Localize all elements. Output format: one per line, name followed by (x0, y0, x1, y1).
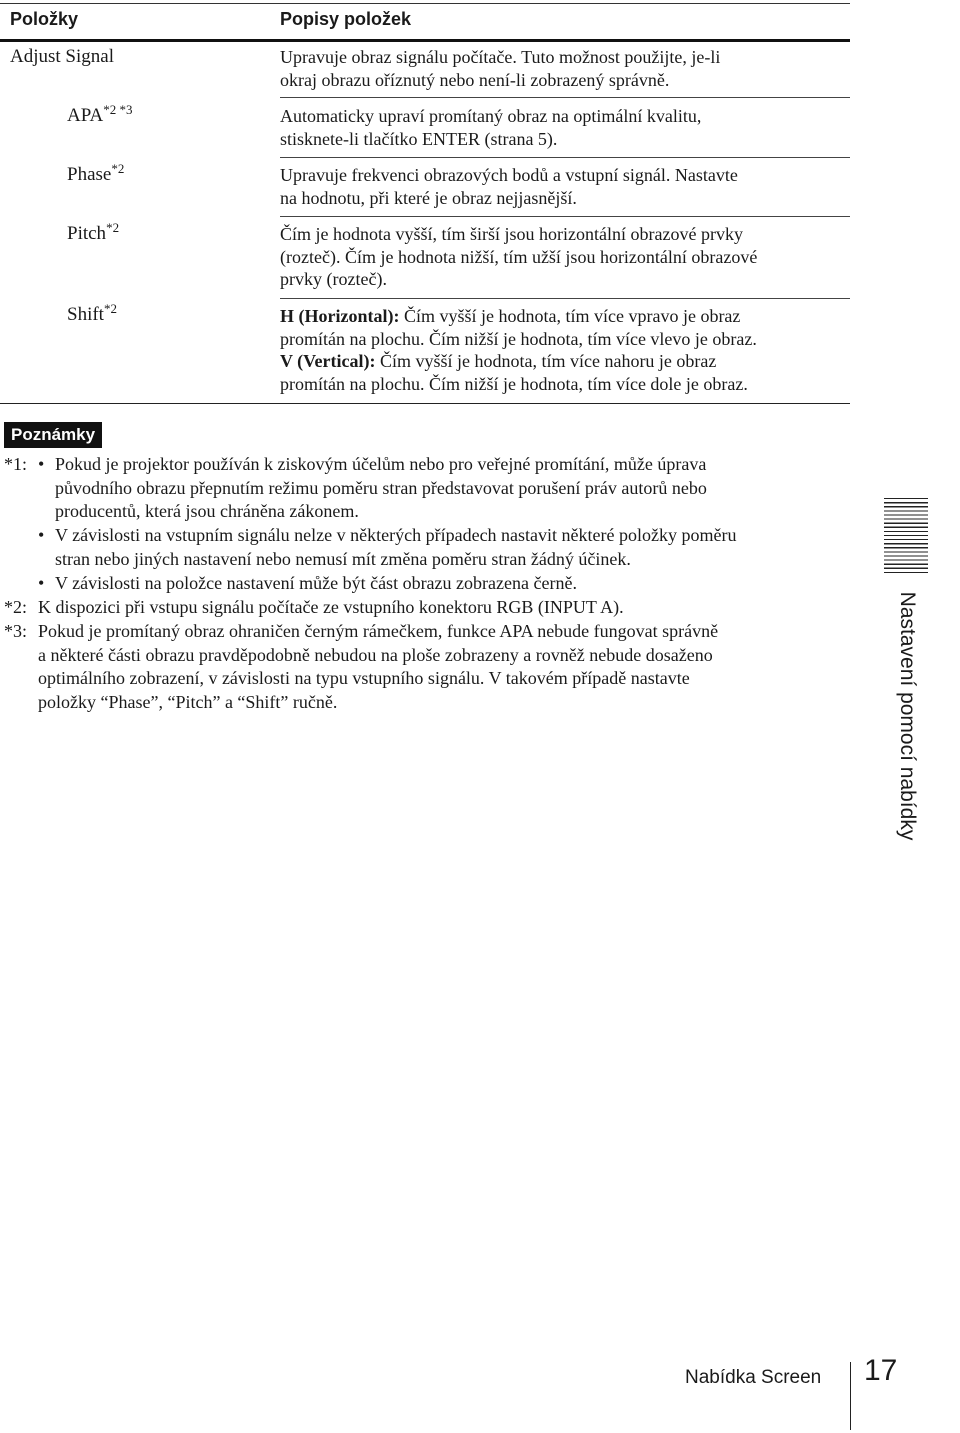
footer-divider (850, 1362, 851, 1430)
item-name: Shift (67, 304, 104, 325)
desc-line (280, 350, 850, 373)
header-rule (0, 39, 850, 42)
desc-line: prvky (rozteč). (280, 269, 387, 289)
item-name: Pitch (67, 223, 107, 244)
desc-text: Čím vyšší je hodnota, tím více vpravo je obraz (399, 306, 741, 326)
item-name: Adjust Signal (10, 46, 114, 67)
desc-line: Čím je hodnota vyšší, tím širší jsou horizontální obrazové prvky (280, 224, 743, 244)
top-rule (0, 3, 850, 4)
row-divider (280, 157, 850, 158)
desc-text: Čím vyšší je hodnota, tím více nahoru je obraz (375, 351, 717, 371)
column-header-items: Položky (10, 9, 79, 29)
note-line: a některé části obrazu pravděpodobně nebudou na ploše zobrazeny a rovněž nebude dosaženo (38, 644, 713, 665)
section-side-tab: Nastavení pomocí nabídky (896, 591, 919, 841)
note-line: Pokud je promítaný obraz ohraničen černým rámečkem, funkce APA nebude fungovat správně (38, 621, 719, 641)
desc-line: Automaticky upraví promítaný obraz na optimální kvalitu, (280, 106, 702, 126)
note-line: K dispozici při vstupu signálu počítače ze vstupního konektoru RGB (INPUT A). (38, 597, 624, 617)
horizontal-label: H (Horizontal): (280, 306, 400, 326)
note-mark: *1: (4, 454, 28, 474)
bullet-icon: • (38, 525, 45, 545)
note-line: stran nebo jiných nastavení nebo nemusí mít změna poměru stran žádný účinek. (55, 548, 631, 569)
footer-section-label: Nabídka Screen (685, 1367, 822, 1388)
desc-pitch (280, 223, 850, 291)
note-mark: *3: (4, 621, 28, 641)
footnote-ref: *2 (103, 301, 117, 316)
row-divider (280, 97, 850, 98)
desc-line: promítán na plochu. Čím nižší je hodnota, tím více vlevo je obraz. (280, 328, 757, 349)
desc-line: Upravuje obraz signálu počítače. Tuto možnost použijte, je-li (280, 47, 721, 67)
page-number: 17 (864, 1354, 898, 1387)
desc-line: promítán na plochu. Čím nižší je hodnota, tím více dole je obraz. (280, 373, 748, 394)
desc-line (280, 305, 850, 328)
footnote-ref: *2 (106, 220, 120, 235)
note-line: optimálního zobrazení, v závislosti na typu vstupního signálu. V takovém případě nastavte (38, 668, 690, 688)
footnote-ref: *2 (111, 161, 125, 176)
desc-adjust-signal (280, 46, 850, 91)
table-bottom-rule (0, 403, 850, 404)
section-tab-bars (884, 498, 928, 574)
item-pitch (67, 222, 119, 245)
item-apa (67, 104, 133, 127)
note-mark: *2: (4, 597, 28, 617)
note-line: V závislosti na vstupním signálu nelze v některých případech nastavit některé položky poměru (55, 525, 737, 545)
item-adjust-signal (10, 45, 114, 68)
item-name: Phase (67, 164, 112, 185)
bullet-icon: • (38, 454, 45, 474)
item-name: APA (67, 105, 104, 126)
desc-line: Upravuje frekvenci obrazových bodů a vstupní signál. Nastavte (280, 165, 738, 185)
desc-line: stisknete-li tlačítko ENTER (strana 5). (280, 128, 558, 149)
desc-line: okraj obrazu oříznutý nebo není-li zobrazený správně. (280, 69, 670, 90)
note-line: původního obrazu přepnutím režimu poměru stran představovat porušení práv autorů nebo (55, 477, 707, 498)
item-phase (67, 163, 124, 186)
note-line: položky “Phase”, “Pitch” a “Shift” ručně. (38, 691, 338, 712)
footnote-ref: *2 *3 (103, 102, 133, 117)
notes-label: Poznámky (4, 422, 102, 448)
desc-apa (280, 105, 850, 150)
vertical-label: V (Vertical): (280, 351, 376, 371)
desc-phase (280, 164, 850, 209)
desc-line: (rozteč). Čím je hodnota nižší, tím užší jsou horizontální obrazové (280, 246, 758, 267)
desc-shift (280, 305, 850, 395)
row-divider (280, 298, 850, 299)
desc-line: na hodnotu, při které je obraz nejjasnější. (280, 187, 577, 208)
column-header-descriptions: Popisy položek (280, 9, 412, 29)
note-line: Pokud je projektor používán k ziskovým účelům nebo pro veřejné promítání, může úprava (55, 454, 707, 474)
note-line: V závislosti na položce nastavení může být část obrazu zobrazena černě. (55, 573, 577, 593)
row-divider (280, 216, 850, 217)
item-shift (67, 303, 117, 326)
bullet-icon: • (38, 573, 45, 593)
note-line: producentů, která jsou chráněna zákonem. (55, 501, 359, 521)
